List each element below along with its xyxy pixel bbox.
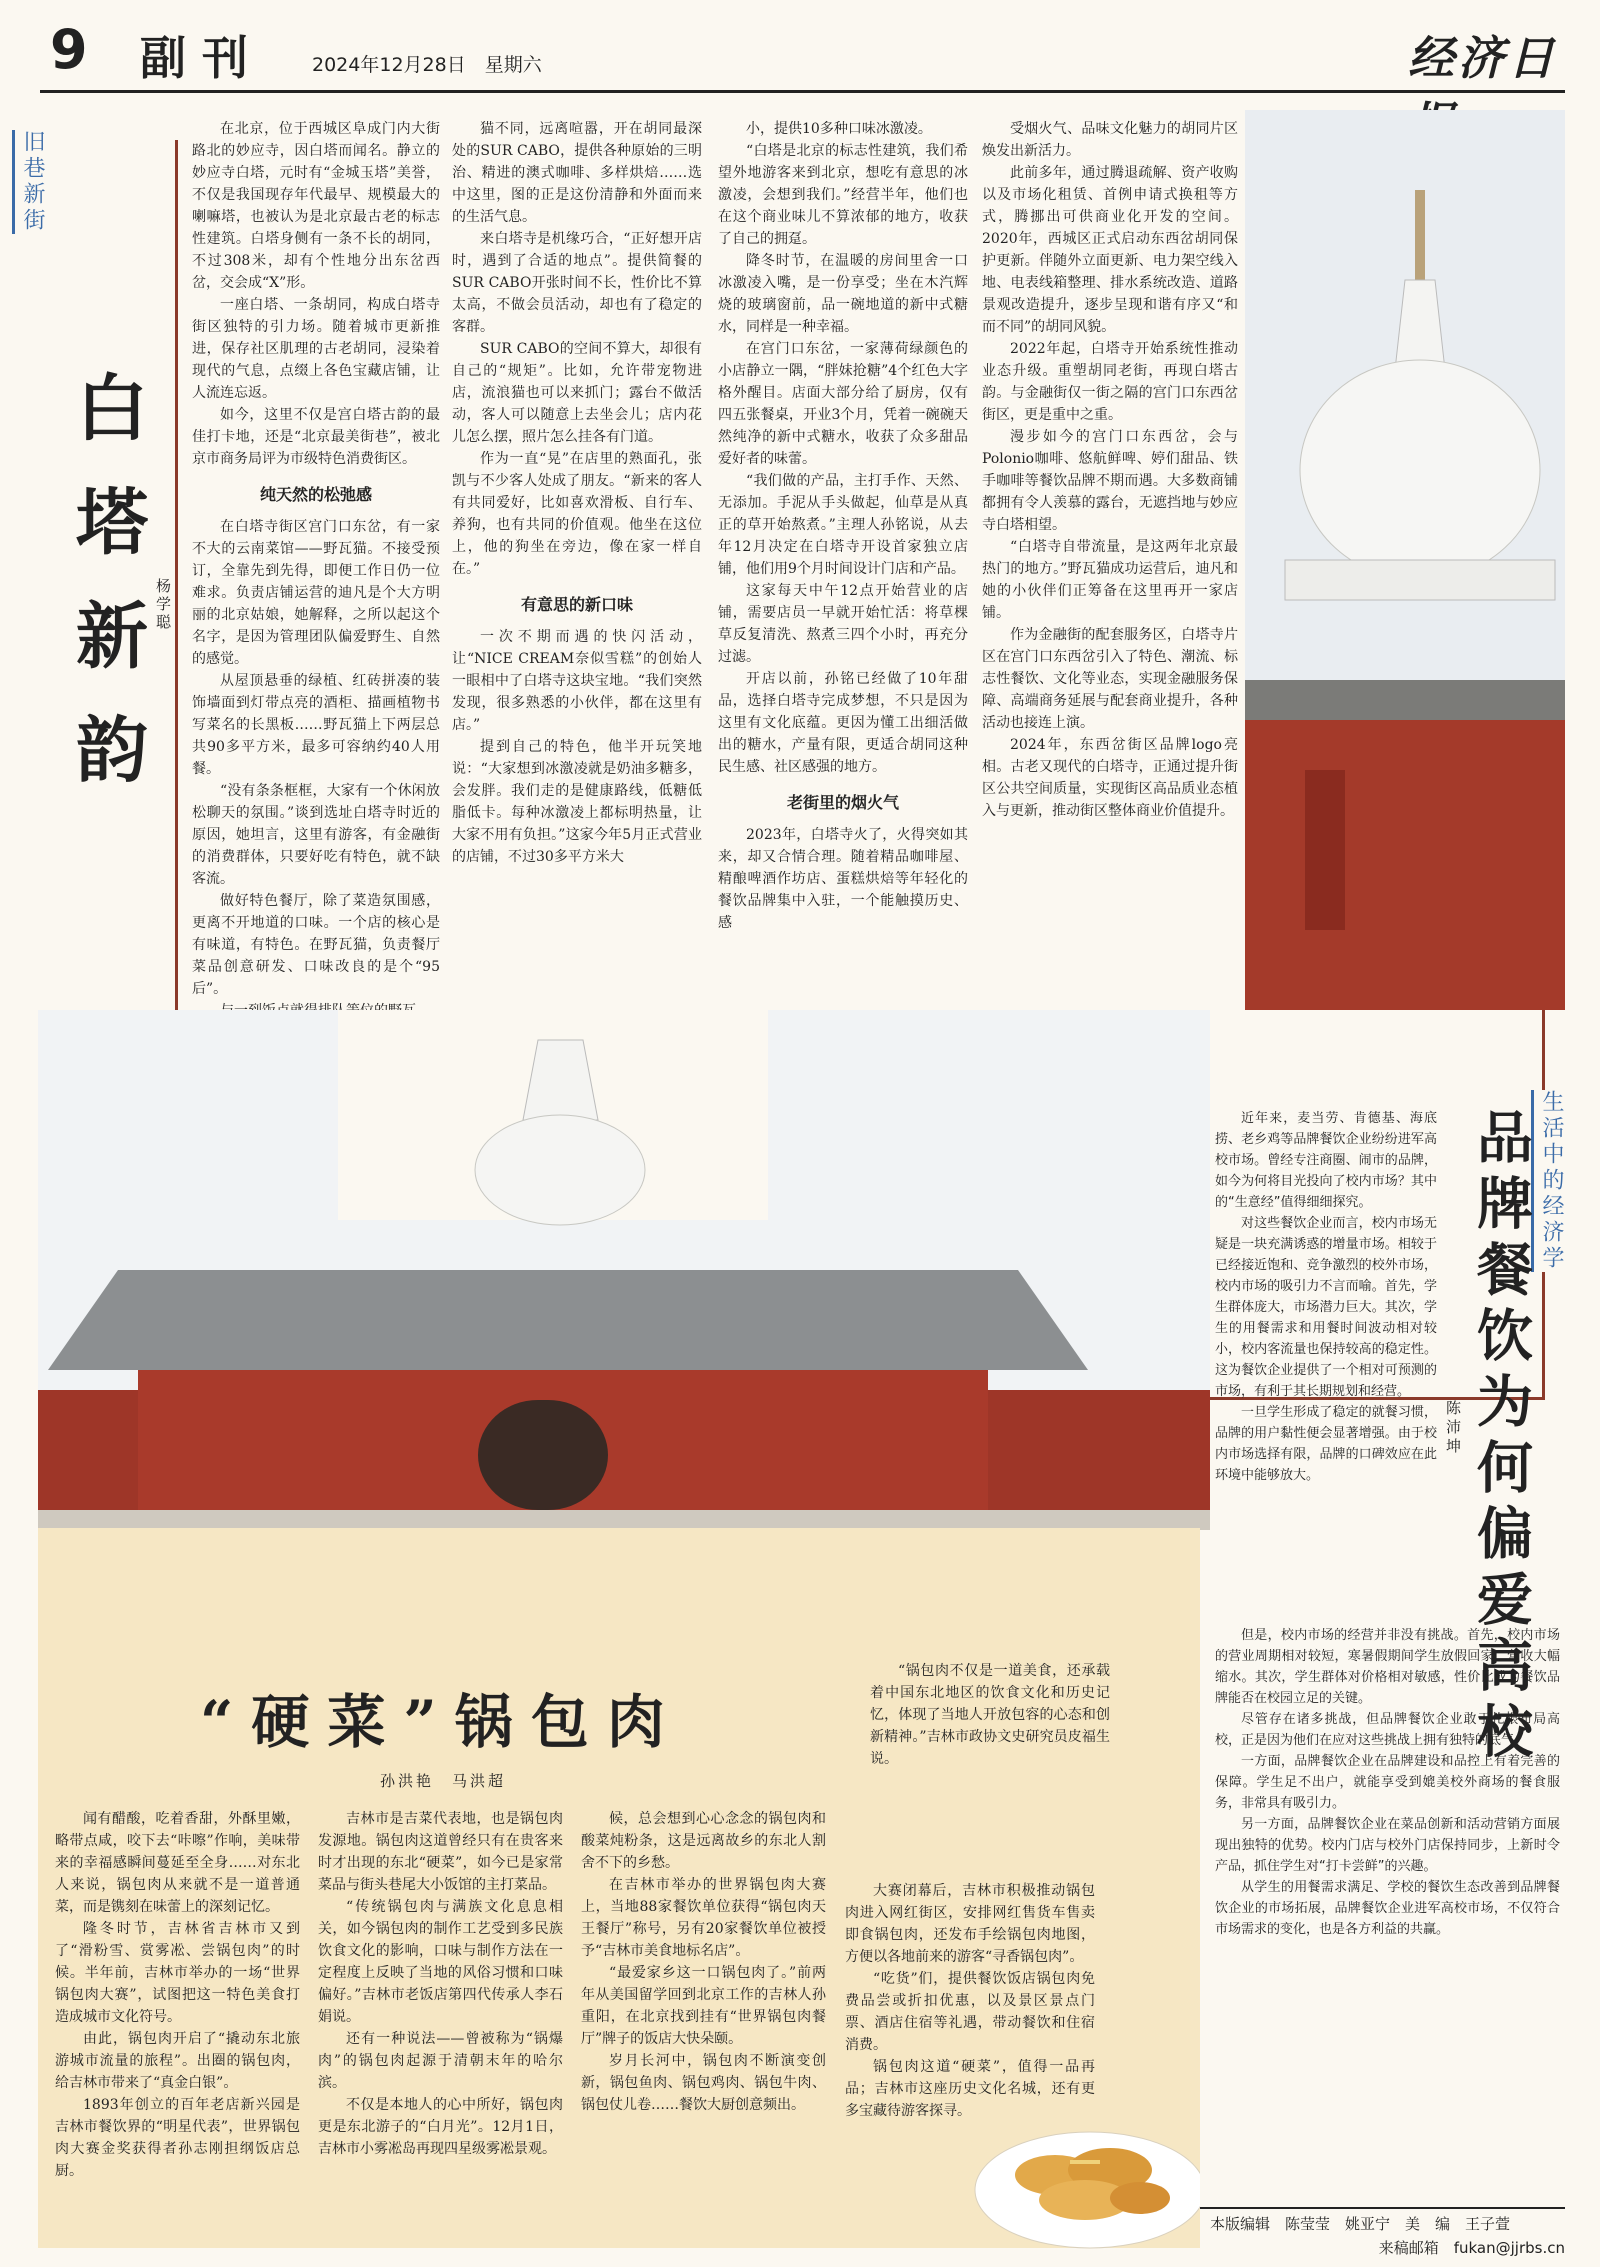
article-column	[982, 118, 1238, 1118]
paragraph: 2022年起，白塔寺开始系统性推动业态升级。重塑胡同老街，再现白塔古韵。与金融街仅一街之隔的宫门口东西岔街区，更是重中之重。	[982, 341, 1238, 423]
story-title: 品牌餐饮为何偏爱高校	[1468, 1108, 1534, 1768]
paragraph: 尽管存在诸多挑战，但品牌餐饮企业敢于扎根布局高校，正是因为他们在应对这些挑战上拥有独特的底气。	[1215, 1712, 1560, 1748]
paragraph: 作为金融街的配套服务区，白塔寺片区在宫门口东西岔引入了特色、潮流、标志性餐饮、文化等业态，实现金融服务保障、高端商务延展与配套商业提升，各种活动也接连上演。	[982, 627, 1238, 731]
paragraph: 2024年，东西岔街区品牌logo亮相。古老又现代的白塔寺，正通过提升街区公共空间质量，实现街区高品质业态植入与更新，推动街区整体商业价值提升。	[982, 737, 1238, 819]
paragraph: 大赛闭幕后，吉林市积极推动锅包肉进入网红街区，安排网红售货车售卖即食锅包肉，还发布手绘锅包肉地图，方便以各地前来的游客“寻香锅包肉”。	[845, 1883, 1095, 1965]
paragraph: 从学生的用餐需求满足、学校的餐饮生态改善到品牌餐饮企业的市场拓展，品牌餐饮企业进军高校市场，不仅符合市场需求的变化，也是各方利益的共赢。	[1215, 1880, 1560, 1937]
paragraph: 对这些餐饮企业而言，校内市场无疑是一块充满诱惑的增量市场。相较于已经接近饱和、竞争激烈的校外市场，校内市场的吸引力不言而喻。首先，学生群体庞大，市场潜力巨大。其次，学生的用餐需求和用餐时间波动相对较小，校内客流量也保持较高的稳定性。这为餐饮企业提供了一个相对可预测的市场，有利于其长期规划和经营。	[1215, 1216, 1437, 1399]
paragraph: 另一方面，品牌餐饮企业在菜品创新和活动营销方面展现出独特的优势。校内门店与校外门店保持同步，上新时令产品，抓住学生对“打卡尝鲜”的兴趣。	[1215, 1817, 1560, 1874]
paragraph: 一座白塔、一条胡同，构成白塔寺街区独特的引力场。随着城市更新推进，保存社区肌理的古老胡同，浸染着现代的气息，点缀上各色宝藏店铺，让人流连忘返。	[192, 297, 440, 401]
paragraph: 由此，锅包肉开启了“撬动东北旅游城市流量的旅程”。出圈的锅包肉，给吉林市带来了“真金白银”。	[55, 2031, 300, 2091]
paragraph: 受烟火气、品味文化魅力的胡同片区焕发出新活力。	[982, 121, 1238, 159]
article-column	[718, 118, 968, 1118]
newspaper-logo: 经济日	[1408, 31, 1558, 85]
footer-rule	[1200, 2207, 1565, 2209]
column-tag: 生活中的经济学	[1531, 1090, 1567, 1272]
page-number: 9	[50, 18, 88, 81]
article-column	[1215, 1625, 1560, 2170]
article-column	[55, 1808, 300, 2248]
issue-date: 2024年12月28日 星期六	[312, 54, 542, 76]
white-pagoda-photo	[1245, 110, 1565, 1010]
paragraph: “传统锅包肉与满族文化息息相关，如今锅包肉的制作工艺受到多民族饮食文化的影响，口味与制作方法在一定程度上反映了当地的风俗习惯和口味偏好。”吉林市老饭店第四代传承人李石娟说。	[318, 1899, 563, 2025]
editors-line: 本版编辑 陈莹莹 姚亚宁 美 编 王子萱	[1210, 2215, 1511, 2233]
paragraph: 从屋顶悬垂的绿植、红砖拼凑的装饰墙面到灯带点亮的酒柜、描画植物书写菜名的长黑板……野瓦猫上下两层总共90多平方米，最多可容纳约40人用餐。	[192, 673, 440, 777]
paragraph: 近年来，麦当劳、肯德基、海底捞、老乡鸡等品牌餐饮企业纷纷进军高校市场。曾经专注商圈、闹市的品牌，如今为何将目光投向了校内市场？其中的“生意经”值得细细探究。	[1215, 1111, 1437, 1210]
story-author: 杨学聪	[154, 578, 172, 632]
paragraph: 提到自己的特色，他半开玩笑地说：“大家想到冰激凌就是奶油多糖多，会发胖。我们走的是健康路线，低糖低脂低卡。每种冰激凌上都标明热量，让大家不用有负担。”这家今年5月正式营业的店铺，不过30多平方米大	[452, 739, 702, 865]
paragraph: 一方面，品牌餐饮企业在品牌建设和品控上有着完善的保障。学生足不出户，就能享受到媲美校外商场的餐食服务，非常具有吸引力。	[1215, 1754, 1560, 1811]
paragraph: 还有一种说法——曾被称为“锅爆肉”的锅包肉起源于清朝末年的哈尔滨。	[318, 2031, 563, 2091]
paragraph: 在吉林市举办的世界锅包肉大赛上，当地88家餐饮单位获得“锅包肉天王餐厅”称号，另有20家餐饮单位被授予“吉林市美食地标名店”。	[581, 1877, 826, 1959]
paragraph: 来白塔寺是机缘巧合，“正好想开店时，遇到了合适的地点”。提供简餐的SUR CABO开张时间不长，性价比不算太高，不做会员活动，却也有了稳定的客群。	[452, 231, 702, 335]
paragraph: 候，总会想到心心念念的锅包肉和酸菜炖粉条，这是远离故乡的东北人割舍不下的乡愁。	[581, 1811, 826, 1871]
paragraph: 小，提供10多种口味冰激凌。	[746, 121, 932, 137]
header-rule	[40, 90, 1565, 93]
paragraph: 1893年创立的百年老店新兴园是吉林市餐饮界的“明星代表”，世界锅包肉大赛金奖获得者孙志刚担纲饭店总厨。	[55, 2097, 300, 2179]
paragraph: “没有条条框框，大家有一个休闲放松聊天的氛围。”谈到选址白塔寺时近的原因，她坦言，这里有游客，有金融街的消费群体，只要好吃有特色，就不缺客流。	[192, 783, 440, 887]
subheading: 纯天然的松弛感	[259, 485, 372, 504]
paragraph: “吃货”们，提供餐饮饭店锅包肉免费品尝或折扣优惠，以及景区景点门票、酒店住宿等礼遇，带动餐饮和住宿消费。	[845, 1971, 1095, 2053]
paragraph: 这家每天中午12点开始营业的店铺，需要店员一早就开始忙活：将草棵草反复清洗、熬煮三四个小时，再充分过滤。	[718, 583, 968, 665]
paragraph: 猫不同，远离喧嚣，开在胡同最深处的SUR CABO，提供各种原始的三明治、精进的澳式咖啡、多样烘焙……选中这里，图的正是这份清静和外面而来的生活气息。	[452, 121, 702, 225]
paragraph: 一次不期而遇的快闪活动，让“NICE CREAM奈似雪糕”的创始人一眼相中了白塔寺这块宝地。“我们突然发现，很多熟悉的小伙伴，都在这里有店。”	[452, 629, 702, 733]
subheading: 有意思的新口味	[520, 595, 633, 614]
paragraph: 在白塔寺街区宫门口东岔，有一家不大的云南菜馆——野瓦猫。不接受预订，全靠先到先得，即便工作日仍一位难求。负责店铺运营的迪凡是个大方明丽的北京姑娘，她解释，之所以起这个名字，是因为管理团队偏爱野生、自然的感觉。	[192, 519, 440, 667]
paragraph: 做好特色餐厅，除了菜造氛围感，更离不开地道的口味。一个店的核心是有味道，有特色。在野瓦猫，负责餐厅菜品创意研发、口味改良的是个“95后”。	[192, 893, 440, 997]
paragraph: 岁月长河中，锅包肉不断演变创新，锅包鱼肉、锅包鸡肉、锅包牛肉、锅包仗儿卷……餐饮大厨创意频出。	[581, 2053, 826, 2113]
column-tag: 旧巷新街	[12, 130, 48, 234]
paragraph: 一旦学生形成了稳定的就餐习惯，品牌的用户黏性便会显著增强。由于校内市场选择有限，品牌的口碑效应在此环境中能够放大。	[1215, 1405, 1437, 1483]
paragraph: 如今，这里不仅是宫白塔古韵的最佳打卡地，还是“北京最美街巷”，被北京市商务局评为市级特色消费街区。	[192, 407, 440, 467]
subheading: 老街里的烟火气	[786, 793, 899, 812]
story-title: “硬菜”锅包肉	[200, 1688, 683, 1756]
paragraph: “白塔是北京的标志性建筑，我们希望外地游客来到北京，想吃有意思的冰激凌，会想到我们。”经营半年，他们也在这个商业味儿不算浓郁的地方，收获了自己的拥趸。	[718, 143, 968, 247]
section-title: 副刊	[140, 31, 264, 85]
paragraph: 但是，校内市场的经营并非没有挑战。首先，校内市场的营业周期相对较短，寒暑假期间学生放假回家，营收大幅缩水。其次，学生群体对价格相对敏感，性价比成为餐饮品牌能否在校园立足的关键。	[1215, 1628, 1560, 1706]
paragraph: 在宫门口东岔，一家薄荷绿颜色的小店静立一隅，“胖妹抢糖”4个红色大字格外醒目。店面大部分给了厨房，仅有四五张餐桌，开业3个月，凭着一碗碗天然纯净的新中式糖水，收获了众多甜品爱好者的味蕾。	[718, 341, 968, 467]
paragraph: 此前多年，通过腾退疏解、资产收购以及市场化租赁、首例申请式换租等方式，腾挪出可供商业化开发的空间。2020年，西城区正式启动东西岔胡同保护更新。伴随外立面更新、电力架空线入地、电表线箱整理、排水系统改造、道路景观改造提升，逐步呈现和谐有序又“和而不同”的胡同风貌。	[982, 165, 1238, 335]
story-author: 孙洪艳 马洪超	[380, 1772, 507, 1790]
story-author: 陈沛坤	[1444, 1400, 1462, 1457]
paragraph: 开店以前，孙铭已经做了10年甜品，选择白塔寺完成梦想，不只是因为这里有文化底蕴。更因为懂工出细活做出的糖水，产量有限，更适合胡同这种民生感、社区感强的地方。	[718, 671, 968, 775]
paragraph: “白塔寺自带流量，是这两年北京最热门的地方。”野瓦猫成功运营后，迪凡和她的小伙伴们正筹备在这里再开一家店铺。	[982, 539, 1238, 621]
email-line: 来稿邮箱 fukan@jjrbs.cn	[1378, 2239, 1565, 2257]
paragraph: “我们做的产品，主打手作、天然、无添加。手泥从手头做起，仙草是从真正的草开始熬煮。”主理人孙铭说，从去年12月决定在白塔寺开设首家独立店铺，他们用9个月时间设计门店和产品。	[718, 473, 968, 577]
article-column	[318, 1808, 563, 2248]
editor-credits	[1210, 2212, 1565, 2260]
temple-gate-photo	[38, 1010, 1210, 1530]
paragraph: “最爱家乡这一口锅包肉了。”前两年从美国留学回到北京工作的吉林人孙重阳，在北京找到挂有“世界锅包肉餐厅”牌子的饭店大快朵颐。	[581, 1965, 826, 2047]
paragraph: 2023年，白塔寺火了，火得突如其来，却又合情合理。随着精品咖啡屋、精酿啤酒作坊店、蛋糕烘焙等年轻化的餐饮品牌集中入驻，一个能触摸历史、感	[718, 827, 968, 931]
pull-quote: “锅包肉不仅是一道美食，还承载着中国东北地区的饮食文化和历史记忆，体现了当地人开放包容的心态和创新精神。”吉林市政协文史研究员皮福生说。	[870, 1663, 1110, 1767]
paragraph: 隆冬时节，吉林省吉林市又到了“滑粉雪、赏雾凇、尝锅包肉”的时候。半年前，吉林市举办的一场“世界锅包肉大赛”，试图把这一特色美食打造成城市文化符号。	[55, 1921, 300, 2025]
paragraph: 漫步如今的宫门口东西岔，会与Polonio咖啡、悠航鲜啤、婷们甜品、铁手咖啡等餐饮品牌不期而遇。大多数商铺都拥有令人羡慕的露台，无遮挡地与妙应寺白塔相望。	[982, 429, 1238, 533]
paragraph: 作为一直“晃”在店里的熟面孔，张凯与不少客人处成了朋友。“新来的客人有共同爱好，比如喜欢滑板、自行车、养狗，也有共同的价值观。他坐在这位上，他的狗坐在旁边，像在家一样自在。”	[452, 451, 702, 577]
story-title: 白塔新韵	[64, 370, 149, 826]
paragraph: 吉林市是吉菜代表地，也是锅包肉发源地。锅包肉这道曾经只有在贵客来时才出现的东北“硬菜”，如今已是家常菜品与街头巷尾大小饭馆的主打菜品。	[318, 1811, 563, 1893]
paragraph: 锅包肉这道“硬菜”，值得一品再品；吉林市这座历史文化名城，还有更多宝藏待游客探寻。	[845, 2059, 1095, 2119]
paragraph: 在北京，位于西城区阜成门内大街路北的妙应寺，因白塔而闻名。静立的妙应寺白塔，元时有“金城玉塔”美誉，不仅是我国现存年代最早、规模最大的喇嘛塔，也被认为是北京最古老的标志性建筑。白塔身侧有一条不长的胡同，不过308米，却有个性地分出东岔西岔，交会成“X”形。	[192, 121, 440, 291]
paragraph: 不仅是本地人的心中所好，锅包肉更是东北游子的“白月光”。12月1日，吉林市小雾凇岛再现四星级雾凇景观。	[318, 2097, 563, 2157]
guobaorou-photo	[960, 2080, 1200, 2250]
paragraph: SUR CABO的空间不算大，却很有自己的“规矩”。比如，允许带宠物进店，流浪猫也可以来抓门；露台不做活动，客人可以随意上去坐会儿；店内花儿怎么摆，照片怎么挂各有门道。	[452, 341, 702, 445]
paragraph: 降冬时节，在温暖的房间里舍一口冰激凌入嘴，是一份享受；坐在木汽辉烧的玻璃窗前，品一碗地道的新中式糖水，同样是一种幸福。	[718, 253, 968, 335]
paragraph: 闻有醋酸，吃着香甜，外酥里嫩，略带点咸，咬下去“咔嚓”作响，美味带来的幸福感瞬间蔓延至全身……对东北人来说，锅包肉从来就不是一道普通菜，而是镌刻在味蕾上的深刻记忆。	[55, 1811, 300, 1915]
article-column	[581, 1808, 826, 2248]
